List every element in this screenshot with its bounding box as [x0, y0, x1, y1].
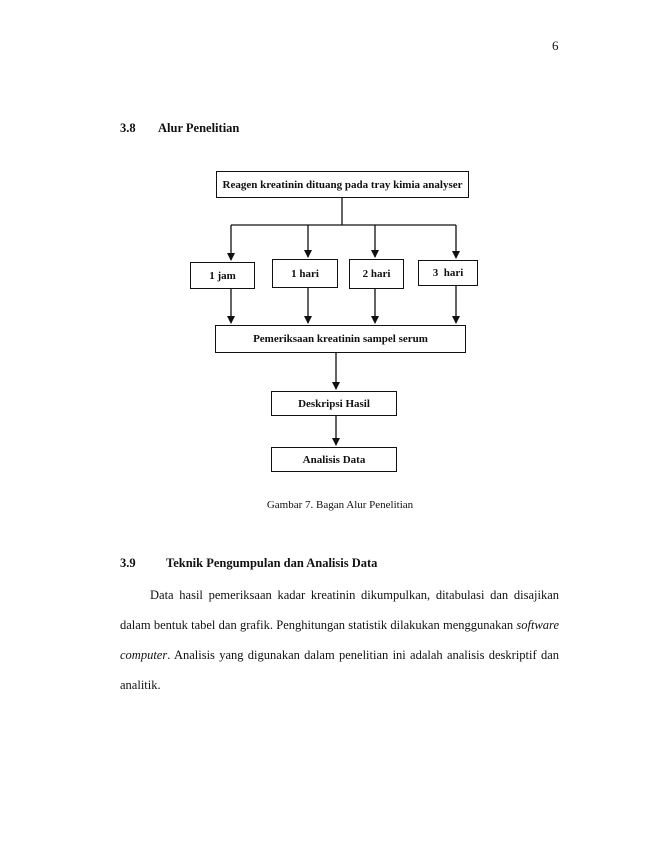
section-heading-3-8 [120, 121, 239, 136]
flowchart-box-reagent: Reagen kreatinin dituang pada tray kimia analyser [216, 171, 469, 198]
section-title: Alur Penelitian [158, 121, 240, 135]
paragraph-italic-term: software computer [120, 618, 559, 662]
flowchart-box-description: Deskripsi Hasil [271, 391, 397, 416]
flowchart-box-1-jam: 1 jam [190, 262, 255, 289]
figure-caption: Gambar 7. Bagan Alur Penelitian [266, 499, 414, 511]
body-paragraph [120, 580, 559, 700]
flowchart-box-3-hari: 3 hari [418, 260, 478, 286]
flowchart-box-2-hari: 2 hari [349, 259, 404, 289]
section-number: 3.9 [120, 556, 136, 570]
flowchart-box-analysis: Analisis Data [271, 447, 397, 472]
flowchart-box-1-hari: 1 hari [272, 259, 338, 288]
page-number: 6 [552, 38, 559, 53]
section-heading-3-9 [120, 556, 377, 571]
flowchart-box-examination: Pemeriksaan kreatinin sampel serum [215, 325, 466, 353]
section-title: Teknik Pengumpulan dan Analisis Data [166, 556, 378, 570]
paragraph-text-part-2: . Analisis yang digunakan dalam penelitian ini adalah analisis deskriptif dan analitik. [120, 648, 559, 692]
paragraph-text-part-1: Data hasil pemeriksaan kadar kreatinin dikumpulkan, ditabulasi dan disajikan dalam bentuk tabel dan grafik. Penghitungan statistik dilakukan menggunakan [120, 588, 559, 632]
section-number: 3.8 [120, 121, 136, 135]
